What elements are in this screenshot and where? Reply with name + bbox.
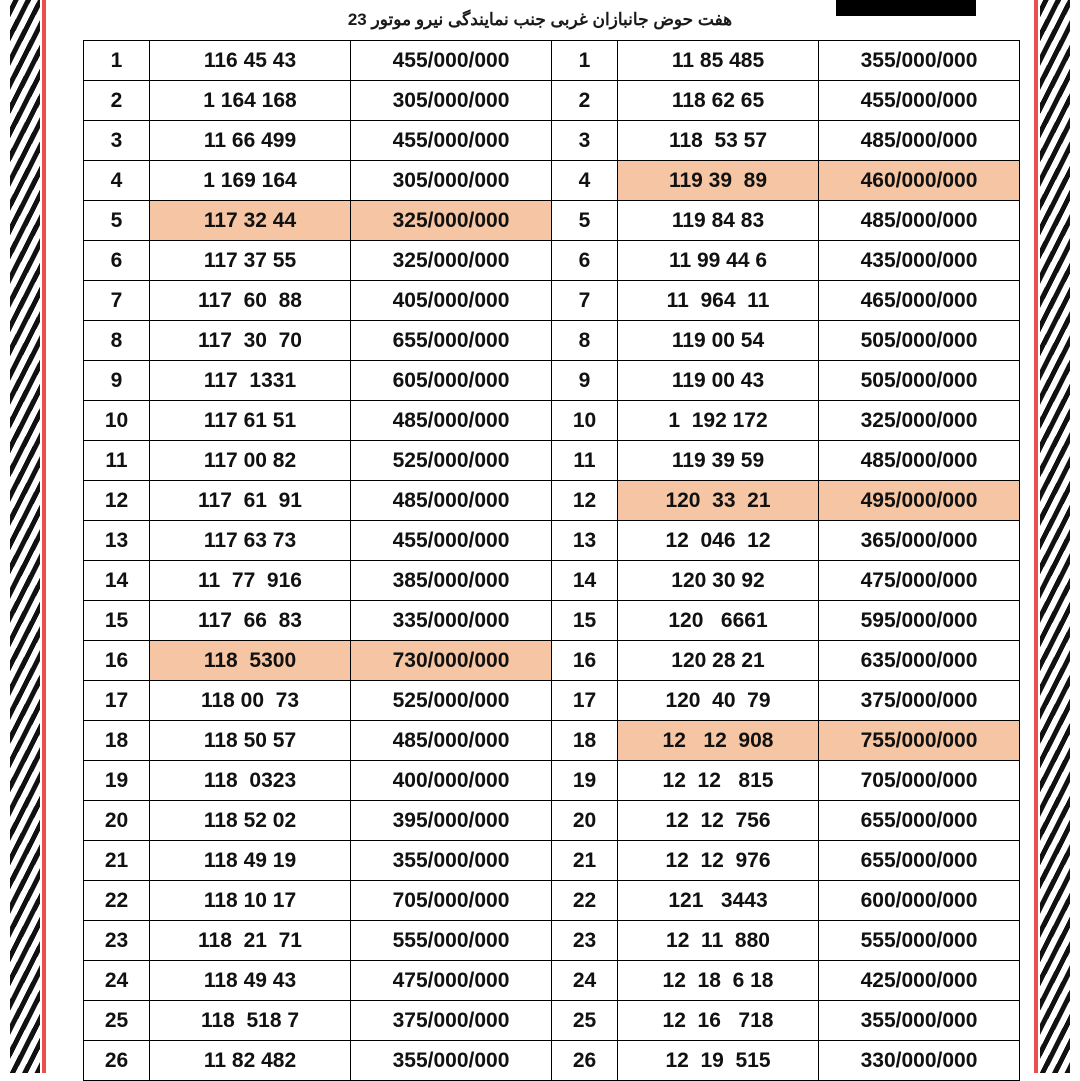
table-row	[84, 881, 1020, 921]
row-index-left: 25	[84, 1001, 150, 1041]
row-index-left: 17	[84, 681, 150, 721]
amount-left: 455/000/000	[351, 521, 552, 561]
table-row	[84, 41, 1020, 81]
row-index-left: 1	[84, 41, 150, 81]
accent-bar-left	[42, 0, 46, 1073]
row-index-left: 9	[84, 361, 150, 401]
amount-left: 605/000/000	[351, 361, 552, 401]
meter-code-left: 117 61 91	[150, 481, 351, 521]
meter-code-right: 11 964 11	[618, 281, 819, 321]
row-index-left: 8	[84, 321, 150, 361]
meter-code-right: 119 39 59	[618, 441, 819, 481]
row-index-left: 5	[84, 201, 150, 241]
meter-code-left: 118 50 57	[150, 721, 351, 761]
film-strip-right	[1040, 0, 1070, 1073]
meter-code-right: 12 12 908	[618, 721, 819, 761]
amount-left: 485/000/000	[351, 481, 552, 521]
table-row	[84, 1001, 1020, 1041]
row-index-right: 25	[552, 1001, 618, 1041]
row-index-right: 23	[552, 921, 618, 961]
row-index-left: 26	[84, 1041, 150, 1081]
amount-right: 485/000/000	[819, 121, 1020, 161]
meter-code-right: 12 16 718	[618, 1001, 819, 1041]
amount-right: 600/000/000	[819, 881, 1020, 921]
table-row	[84, 641, 1020, 681]
row-index-right: 12	[552, 481, 618, 521]
row-index-left: 7	[84, 281, 150, 321]
amount-left: 375/000/000	[351, 1001, 552, 1041]
meter-code-right: 1 192 172	[618, 401, 819, 441]
table-row	[84, 121, 1020, 161]
meter-code-left: 117 37 55	[150, 241, 351, 281]
accent-bar-right	[1034, 0, 1038, 1073]
table-row	[84, 481, 1020, 521]
meter-code-right: 12 12 815	[618, 761, 819, 801]
amount-right: 375/000/000	[819, 681, 1020, 721]
amount-right: 485/000/000	[819, 201, 1020, 241]
amount-right: 355/000/000	[819, 1001, 1020, 1041]
meter-code-left: 118 5300	[150, 641, 351, 681]
row-index-right: 19	[552, 761, 618, 801]
row-index-left: 12	[84, 481, 150, 521]
row-index-left: 22	[84, 881, 150, 921]
table-row	[84, 521, 1020, 561]
meter-code-right: 12 046 12	[618, 521, 819, 561]
row-index-right: 18	[552, 721, 618, 761]
row-index-left: 20	[84, 801, 150, 841]
amount-left: 385/000/000	[351, 561, 552, 601]
meter-code-left: 118 52 02	[150, 801, 351, 841]
meter-code-right: 120 40 79	[618, 681, 819, 721]
amount-left: 525/000/000	[351, 441, 552, 481]
meter-code-left: 11 82 482	[150, 1041, 351, 1081]
row-index-right: 7	[552, 281, 618, 321]
meter-code-right: 12 18 6 18	[618, 961, 819, 1001]
row-index-left: 15	[84, 601, 150, 641]
meter-code-left: 117 61 51	[150, 401, 351, 441]
amount-left: 730/000/000	[351, 641, 552, 681]
amount-left: 335/000/000	[351, 601, 552, 641]
meter-code-left: 118 518 7	[150, 1001, 351, 1041]
meter-code-left: 11 66 499	[150, 121, 351, 161]
row-index-left: 21	[84, 841, 150, 881]
table-row	[84, 361, 1020, 401]
meter-code-left: 117 1331	[150, 361, 351, 401]
amount-left: 395/000/000	[351, 801, 552, 841]
table-row	[84, 921, 1020, 961]
amount-left: 475/000/000	[351, 961, 552, 1001]
amount-left: 485/000/000	[351, 401, 552, 441]
row-index-right: 26	[552, 1041, 618, 1081]
row-index-right: 15	[552, 601, 618, 641]
meter-code-left: 1 169 164	[150, 161, 351, 201]
row-index-right: 8	[552, 321, 618, 361]
meter-code-left: 11 77 916	[150, 561, 351, 601]
meter-code-right: 120 33 21	[618, 481, 819, 521]
meter-code-left: 118 21 71	[150, 921, 351, 961]
meter-code-left: 118 10 17	[150, 881, 351, 921]
meter-code-right: 119 84 83	[618, 201, 819, 241]
table-row	[84, 321, 1020, 361]
row-index-right: 2	[552, 81, 618, 121]
meter-code-right: 12 12 976	[618, 841, 819, 881]
amount-right: 365/000/000	[819, 521, 1020, 561]
table-row	[84, 81, 1020, 121]
table-row	[84, 841, 1020, 881]
row-index-left: 4	[84, 161, 150, 201]
row-index-right: 9	[552, 361, 618, 401]
amount-right: 705/000/000	[819, 761, 1020, 801]
meter-code-right: 121 3443	[618, 881, 819, 921]
amount-left: 455/000/000	[351, 121, 552, 161]
row-index-right: 20	[552, 801, 618, 841]
table-row	[84, 241, 1020, 281]
ledger-table-body	[84, 41, 1020, 1081]
amount-right: 505/000/000	[819, 321, 1020, 361]
meter-code-right: 12 11 880	[618, 921, 819, 961]
row-index-right: 22	[552, 881, 618, 921]
amount-left: 655/000/000	[351, 321, 552, 361]
meter-code-right: 120 28 21	[618, 641, 819, 681]
row-index-right: 10	[552, 401, 618, 441]
row-index-right: 4	[552, 161, 618, 201]
amount-right: 635/000/000	[819, 641, 1020, 681]
meter-code-right: 119 00 43	[618, 361, 819, 401]
row-index-left: 19	[84, 761, 150, 801]
row-index-left: 11	[84, 441, 150, 481]
row-index-left: 10	[84, 401, 150, 441]
amount-left: 405/000/000	[351, 281, 552, 321]
amount-left: 525/000/000	[351, 681, 552, 721]
document-page	[50, 0, 1030, 1073]
amount-left: 555/000/000	[351, 921, 552, 961]
table-row	[84, 1041, 1020, 1081]
row-index-right: 5	[552, 201, 618, 241]
row-index-left: 24	[84, 961, 150, 1001]
amount-right: 595/000/000	[819, 601, 1020, 641]
row-index-left: 2	[84, 81, 150, 121]
meter-code-right: 118 53 57	[618, 121, 819, 161]
row-index-left: 6	[84, 241, 150, 281]
amount-right: 435/000/000	[819, 241, 1020, 281]
row-index-right: 1	[552, 41, 618, 81]
meter-code-right: 119 39 89	[618, 161, 819, 201]
amount-left: 305/000/000	[351, 161, 552, 201]
meter-code-right: 119 00 54	[618, 321, 819, 361]
amount-right: 505/000/000	[819, 361, 1020, 401]
meter-code-left: 1 164 168	[150, 81, 351, 121]
row-index-left: 23	[84, 921, 150, 961]
amount-right: 455/000/000	[819, 81, 1020, 121]
row-index-right: 6	[552, 241, 618, 281]
amount-right: 330/000/000	[819, 1041, 1020, 1081]
amount-left: 400/000/000	[351, 761, 552, 801]
amount-left: 325/000/000	[351, 241, 552, 281]
meter-code-left: 118 49 19	[150, 841, 351, 881]
table-row	[84, 801, 1020, 841]
meter-code-right: 120 30 92	[618, 561, 819, 601]
row-index-right: 16	[552, 641, 618, 681]
meter-code-right: 11 85 485	[618, 41, 819, 81]
meter-code-left: 118 00 73	[150, 681, 351, 721]
amount-right: 495/000/000	[819, 481, 1020, 521]
meter-code-right: 12 19 515	[618, 1041, 819, 1081]
table-row	[84, 161, 1020, 201]
amount-right: 485/000/000	[819, 441, 1020, 481]
row-index-left: 3	[84, 121, 150, 161]
meter-code-right: 12 12 756	[618, 801, 819, 841]
table-row	[84, 761, 1020, 801]
table-row	[84, 681, 1020, 721]
amount-left: 355/000/000	[351, 1041, 552, 1081]
amount-right: 655/000/000	[819, 801, 1020, 841]
row-index-left: 13	[84, 521, 150, 561]
row-index-right: 21	[552, 841, 618, 881]
amount-right: 355/000/000	[819, 41, 1020, 81]
amount-right: 460/000/000	[819, 161, 1020, 201]
amount-right: 325/000/000	[819, 401, 1020, 441]
ledger-table	[83, 40, 1020, 1081]
row-index-left: 16	[84, 641, 150, 681]
amount-right: 465/000/000	[819, 281, 1020, 321]
table-row	[84, 721, 1020, 761]
meter-code-left: 118 0323	[150, 761, 351, 801]
meter-code-right: 11 99 44 6	[618, 241, 819, 281]
table-row	[84, 401, 1020, 441]
amount-right: 425/000/000	[819, 961, 1020, 1001]
meter-code-left: 117 60 88	[150, 281, 351, 321]
table-row	[84, 441, 1020, 481]
meter-code-left: 117 63 73	[150, 521, 351, 561]
row-index-right: 11	[552, 441, 618, 481]
amount-left: 485/000/000	[351, 721, 552, 761]
row-index-right: 24	[552, 961, 618, 1001]
film-strip-left	[10, 0, 40, 1073]
meter-code-left: 117 00 82	[150, 441, 351, 481]
amount-left: 325/000/000	[351, 201, 552, 241]
row-index-right: 13	[552, 521, 618, 561]
amount-left: 355/000/000	[351, 841, 552, 881]
table-row	[84, 601, 1020, 641]
table-row	[84, 201, 1020, 241]
row-index-right: 14	[552, 561, 618, 601]
amount-left: 305/000/000	[351, 81, 552, 121]
table-row	[84, 561, 1020, 601]
page-title: هفت حوض جانبازان غربی جنب نمایندگی نیرو موتور 23	[347, 10, 733, 29]
meter-code-left: 117 66 83	[150, 601, 351, 641]
meter-code-left: 117 32 44	[150, 201, 351, 241]
amount-left: 705/000/000	[351, 881, 552, 921]
amount-left: 455/000/000	[351, 41, 552, 81]
table-row	[84, 281, 1020, 321]
row-index-right: 3	[552, 121, 618, 161]
meter-code-right: 120 6661	[618, 601, 819, 641]
row-index-left: 18	[84, 721, 150, 761]
amount-right: 475/000/000	[819, 561, 1020, 601]
row-index-left: 14	[84, 561, 150, 601]
meter-code-left: 118 49 43	[150, 961, 351, 1001]
meter-code-left: 117 30 70	[150, 321, 351, 361]
table-row	[84, 961, 1020, 1001]
amount-right: 655/000/000	[819, 841, 1020, 881]
row-index-right: 17	[552, 681, 618, 721]
meter-code-right: 118 62 65	[618, 81, 819, 121]
amount-right: 555/000/000	[819, 921, 1020, 961]
meter-code-left: 116 45 43	[150, 41, 351, 81]
amount-right: 755/000/000	[819, 721, 1020, 761]
